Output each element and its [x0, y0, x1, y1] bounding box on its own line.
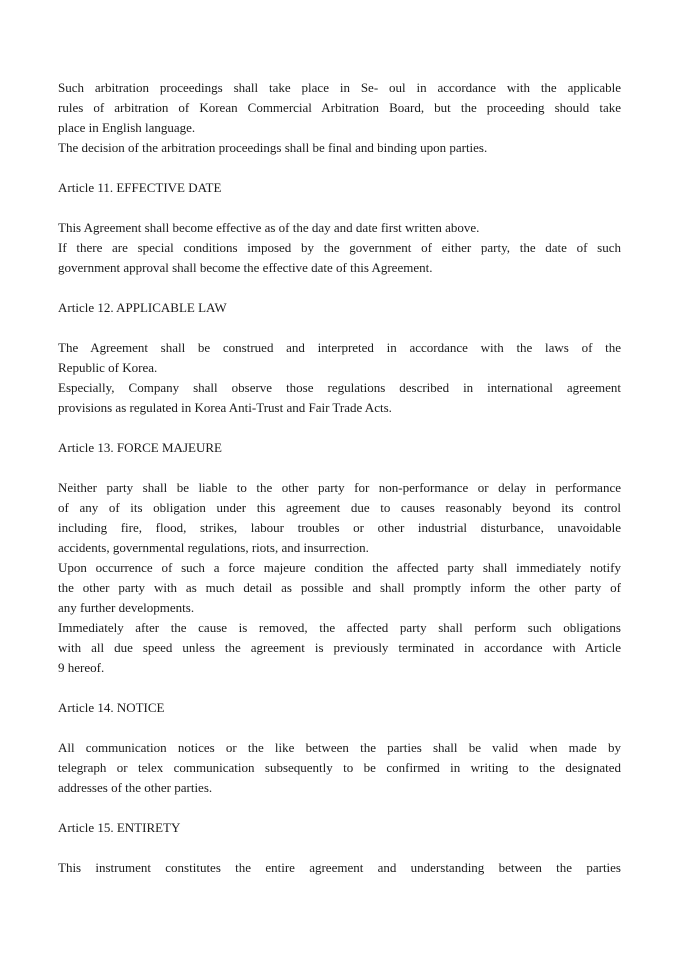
section — [58, 438, 621, 678]
text-line: Immediately after the cause is removed, the affected party shall perform such obligations — [58, 620, 621, 635]
paragraph — [58, 138, 621, 158]
text-line: including fire, flood, strikes, labour troubles or other industrial disturbance, unavoidable — [58, 520, 621, 535]
paragraph — [58, 338, 621, 378]
text-line: Republic of Korea. — [58, 360, 158, 375]
section — [58, 178, 621, 278]
paragraph — [58, 738, 621, 798]
text-line: rules of arbitration of Korean Commercial Arbitration Board, but the proceeding should take — [58, 100, 621, 115]
article-heading: Article 13. FORCE MAJEURE — [58, 440, 222, 455]
text-line: telegraph or telex communication subsequently to be confirmed in writing to the designated — [58, 760, 621, 775]
text-line: addresses of the other parties. — [58, 780, 213, 795]
text-line: This Agreement shall become effective as of the day and date first written above. — [58, 220, 480, 235]
text-line: This instrument constitutes the entire agreement and understanding between the parties — [58, 860, 621, 875]
paragraph — [58, 858, 621, 878]
paragraph — [58, 218, 621, 238]
paragraph — [58, 558, 621, 618]
text-line: 9 hereof. — [58, 660, 105, 675]
text-line: If there are special conditions imposed by the government of either party, the date of such — [58, 240, 621, 255]
text-line: government approval shall become the effective date of this Agreement. — [58, 260, 433, 275]
paragraph — [58, 618, 621, 678]
text-line: accidents, governmental regulations, riots, and insurrection. — [58, 540, 369, 555]
document-page — [58, 78, 621, 878]
section — [58, 698, 621, 798]
section — [58, 298, 621, 418]
paragraph — [58, 238, 621, 278]
paragraph — [58, 378, 621, 418]
text-line: place in English language. — [58, 120, 196, 135]
text-line: Neither party shall be liable to the other party for non-performance or delay in performance — [58, 480, 621, 495]
text-line: The decision of the arbitration proceedings shall be final and binding upon parties. — [58, 140, 488, 155]
text-line: provisions as regulated in Korea Anti-Trust and Fair Trade Acts. — [58, 400, 392, 415]
section — [58, 818, 621, 878]
article-heading: Article 15. ENTIRETY — [58, 820, 181, 835]
text-line: Especially, Company shall observe those regulations described in international agreement — [58, 380, 621, 395]
text-line: of any of its obligation under this agreement due to causes reasonably beyond its control — [58, 500, 621, 515]
paragraph — [58, 478, 621, 558]
article-heading: Article 14. NOTICE — [58, 700, 165, 715]
text-line: the other party with as much detail as possible and shall promptly inform the other party of — [58, 580, 621, 595]
text-line: Such arbitration proceedings shall take place in Se- oul in accordance with the applicable — [58, 80, 621, 95]
article-heading: Article 12. APPLICABLE LAW — [58, 300, 227, 315]
text-line: with all due speed unless the agreement is previously terminated in accordance with Article — [58, 640, 621, 655]
paragraph — [58, 78, 621, 138]
text-line: any further developments. — [58, 600, 195, 615]
text-line: All communication notices or the like between the parties shall be valid when made by — [58, 740, 621, 755]
text-line: Upon occurrence of such a force majeure condition the affected party shall immediately notify — [58, 560, 621, 575]
section — [58, 78, 621, 158]
article-heading: Article 11. EFFECTIVE DATE — [58, 180, 222, 195]
text-line: The Agreement shall be construed and interpreted in accordance with the laws of the — [58, 340, 621, 355]
